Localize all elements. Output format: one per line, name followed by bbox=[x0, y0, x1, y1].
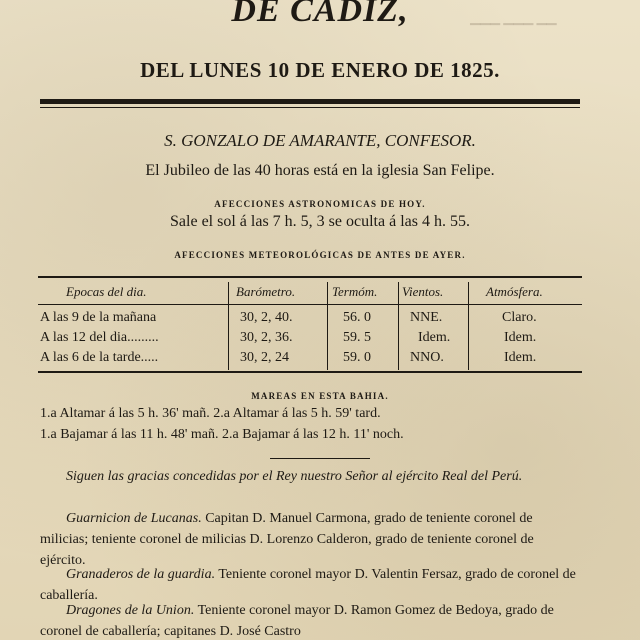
masthead-title: DE CADIZ, bbox=[231, 0, 409, 29]
unit-name: Dragones de la Union. bbox=[66, 603, 195, 618]
saint-of-day: S. GONZALO DE AMARANTE, CONFESOR. bbox=[164, 131, 476, 150]
table-cell: A las 12 del dia......... bbox=[40, 330, 159, 345]
table-cell: Claro. bbox=[502, 310, 537, 325]
jubileo-notice: El Jubileo de las 40 horas está en la iglesia San Felipe. bbox=[145, 162, 495, 179]
entry-paragraph bbox=[40, 508, 580, 571]
table-rule-mid bbox=[38, 304, 582, 305]
table-cell: 59. 5 bbox=[343, 330, 371, 345]
tides-heading: MAREAS EN ESTA BAHIA. bbox=[251, 391, 389, 401]
table-cell: A las 6 de la tarde..... bbox=[40, 350, 159, 365]
table-cell: NNE. bbox=[410, 310, 443, 325]
table-divider bbox=[327, 282, 328, 370]
table-rule-top bbox=[38, 276, 582, 278]
table-rule-bottom bbox=[38, 371, 582, 373]
header-rule-thin bbox=[40, 107, 580, 108]
table-cell: 30, 2, 36. bbox=[240, 330, 293, 345]
table-header: Barómetro. bbox=[236, 284, 296, 299]
table-cell: Idem. bbox=[418, 330, 451, 345]
entry-text: Teniente coronel mayor D. Valentin Fersaz, grado de coronel de caballería. bbox=[40, 567, 576, 603]
table-header: Vientos. bbox=[402, 284, 444, 299]
entry-paragraph bbox=[40, 600, 580, 640]
table-header: Termóm. bbox=[332, 284, 378, 299]
entry-text: Capitan D. Manuel Carmona, grado de teniente coronel de milicias; teniente coronel de milicias D. Lorenzo Calderon, grado de teniente coronel de ejército. bbox=[40, 511, 534, 568]
astro-heading: AFECCIONES ASTRONOMICAS DE HOY. bbox=[214, 199, 426, 209]
table-cell: 30, 2, 40. bbox=[240, 310, 293, 325]
bleed-through: ▁▁▁ ▁▁▁ ▁▁ bbox=[470, 10, 557, 25]
meteo-heading: AFECCIONES METEOROLÓGICAS DE ANTES DE AYER. bbox=[174, 250, 466, 260]
table-divider bbox=[398, 282, 399, 370]
table-cell: NNO. bbox=[410, 350, 444, 365]
table-header: Epocas del dia. bbox=[66, 284, 147, 299]
dateline: DEL LUNES 10 DE ENERO DE 1825. bbox=[140, 58, 500, 82]
table-cell: 59. 0 bbox=[343, 350, 371, 365]
tide-line: 1.a Altamar á las 5 h. 36' mañ. 2.a Altamar á las 5 h. 59' tard. bbox=[40, 406, 381, 421]
table-cell: Idem. bbox=[504, 330, 537, 345]
sun-times: Sale el sol á las 7 h. 5, 3 se oculta á las 4 h. 55. bbox=[170, 213, 470, 230]
table-divider bbox=[228, 282, 229, 370]
header-rule-thick bbox=[40, 99, 580, 104]
tide-line: 1.a Bajamar á las 11 h. 48' mañ. 2.a Bajamar á las 12 h. 11' noch. bbox=[40, 427, 404, 442]
table-cell: A las 9 de la mañana bbox=[40, 310, 157, 325]
table-cell: Idem. bbox=[504, 350, 537, 365]
table-divider bbox=[468, 282, 469, 370]
section-rule bbox=[270, 458, 370, 459]
unit-name: Granaderos de la guardia. bbox=[66, 567, 216, 582]
intro-paragraph: Siguen las gracias concedidas por el Rey nuestro Señor al ejército Real del Perú. bbox=[66, 469, 523, 484]
entry-text: Teniente coronel mayor D. Ramon Gomez de Bedoya, grado de coronel de caballería; capitanes D. José Castro bbox=[40, 603, 554, 639]
table-cell: 56. 0 bbox=[343, 310, 371, 325]
table-header: Atmósfera. bbox=[486, 284, 543, 299]
table-cell: 30, 2, 24 bbox=[240, 350, 289, 365]
unit-name: Guarnicion de Lucanas. bbox=[66, 511, 202, 526]
